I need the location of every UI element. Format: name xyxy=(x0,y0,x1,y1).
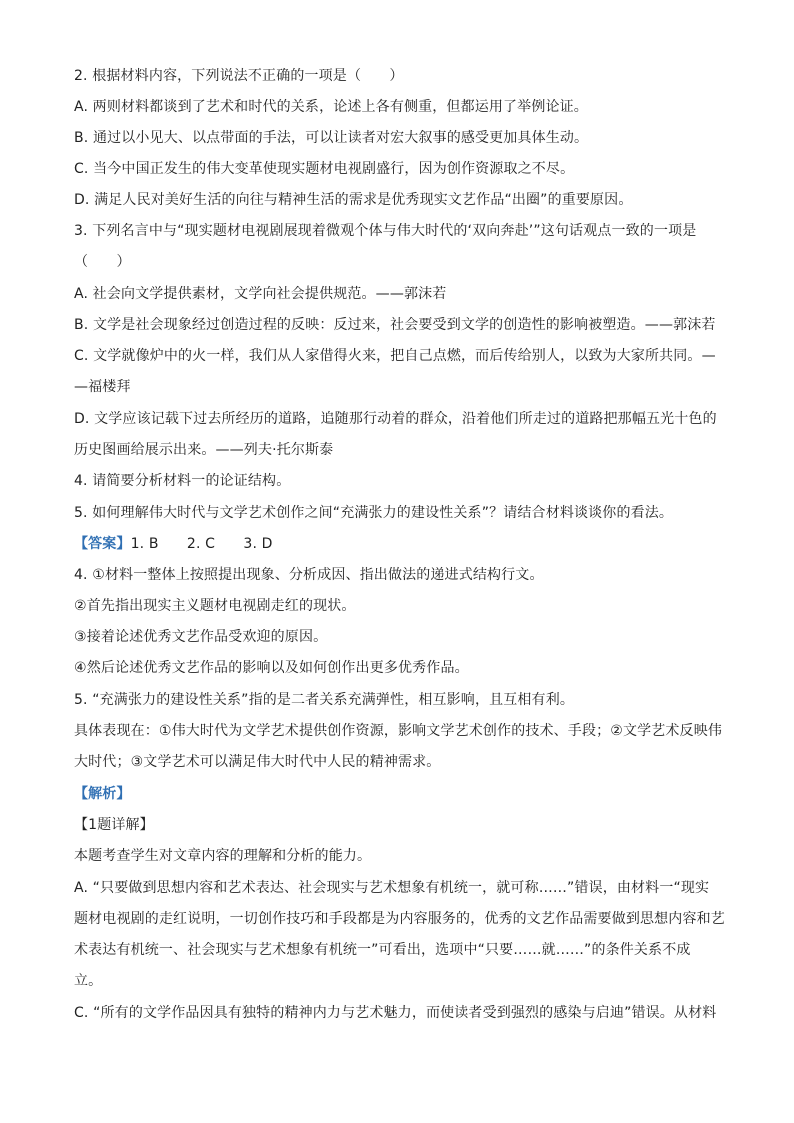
question-3-option-a: A. 社会向文学提供素材，文学向社会提供规范。——郭沫若 xyxy=(74,286,447,302)
question-4-stem: 4. 请简要分析材料一的论证结构。 xyxy=(74,473,291,489)
detail-a-line-4: 立。 xyxy=(74,973,103,989)
question-2-option-a: A. 两则材料都谈到了艺术和时代的关系，论述上各有侧重，但都运用了举例论证。 xyxy=(74,99,588,115)
question-3-option-b: B. 文学是社会现象经过创造过程的反映：反过来，社会要受到文学的创造性的影响被塑造。——郭沫若 xyxy=(74,317,716,333)
answer-line xyxy=(74,534,734,554)
answer-label: 【答案】 xyxy=(74,536,131,552)
detail-intro: 本题考查学生对文章内容的理解和分析的能力。 xyxy=(74,848,372,864)
detail-a-line-1: A. “只要做到思想内容和艺术表达、社会现实与艺术想象有机统一，就可称……”错误，由材料一“现实 xyxy=(74,880,710,896)
analysis-label: 【解析】 xyxy=(74,786,131,802)
question-3-stem: 3. 下列名言中与“现实题材电视剧展现着微观个体与伟大时代的‘双向奔赴’”这句话观点一致的一项是 xyxy=(74,223,697,239)
detail-c-line-1: C. “所有的文学作品因具有独特的精神内力与艺术魅力，而使读者受到强烈的感染与启迪”错误。从材料 xyxy=(74,1005,717,1021)
question-3-option-c: C. 文学就像炉中的火一样，我们从人家借得火来，把自己点燃，而后传给别人，以致为大家所共同。— xyxy=(74,348,716,364)
detail-heading-1: 【1题详解】 xyxy=(74,817,154,833)
question-2-option-b: B. 通过以小见大、以点带面的手法，可以让读者对宏大叙事的感受更加具体生动。 xyxy=(74,130,589,146)
answer-5-details-continued: 大时代；③文学艺术可以满足伟大时代中人民的精神需求。 xyxy=(74,754,441,770)
answer-4-point-3: ③接着论述优秀文艺作品受欢迎的原因。 xyxy=(74,629,328,645)
detail-a-line-2: 题材电视剧的走红说明，一切创作技巧和手段都是为内容服务的，优秀的文艺作品需要做到思想内容和艺 xyxy=(74,911,725,927)
question-3-option-c-continued: —福楼拜 xyxy=(74,379,131,395)
answer-5-details: 具体表现在：①伟大时代为文学艺术提供创作资源，影响文学艺术创作的技术、手段；②文学艺术反映伟 xyxy=(74,723,722,739)
question-3-option-d-continued: 历史图画给展示出来。——列夫·托尔斯泰 xyxy=(74,442,334,458)
analysis-heading xyxy=(74,784,734,804)
question-2-option-d: D. 满足人民对美好生活的向往与精神生活的需求是优秀现实文艺作品“出圈”的重要原因。 xyxy=(74,192,633,208)
question-2-stem: 2. 根据材料内容，下列说法不正确的一项是（ ） xyxy=(74,68,404,84)
question-3-stem-continued: （ ） xyxy=(74,254,131,270)
question-3-option-d: D. 文学应该记载下过去所经历的道路，追随那行动着的群众，沿着他们所走过的道路把那幅五光十色的 xyxy=(74,411,717,427)
question-2-option-c: C. 当今中国正发生的伟大变革使现实题材电视剧盛行，因为创作资源取之不尽。 xyxy=(74,161,575,177)
question-5-stem: 5. 如何理解伟大时代与文学艺术创作之间“充满张力的建设性关系”？请结合材料谈谈你的看法。 xyxy=(74,505,674,521)
detail-a-line-3: 术表达有机统一、社会现实与艺术想象有机统一”可看出，选项中“只要……就……”的条件关系不成 xyxy=(74,942,691,958)
answer-5-definition: 5. “充满张力的建设性关系”指的是二者关系充满弹性，相互影响，且互相有利。 xyxy=(74,692,575,708)
answer-4-point-2: ②首先指出现实主义题材电视剧走红的现状。 xyxy=(74,598,356,614)
answer-4-point-1: 4. ①材料一整体上按照提出现象、分析成因、指出做法的递进式结构行文。 xyxy=(74,567,544,583)
answer-choices: 1. B 2. C 3. D xyxy=(130,536,273,552)
answer-4-point-4: ④然后论述优秀文艺作品的影响以及如何创作出更多优秀作品。 xyxy=(74,660,469,676)
